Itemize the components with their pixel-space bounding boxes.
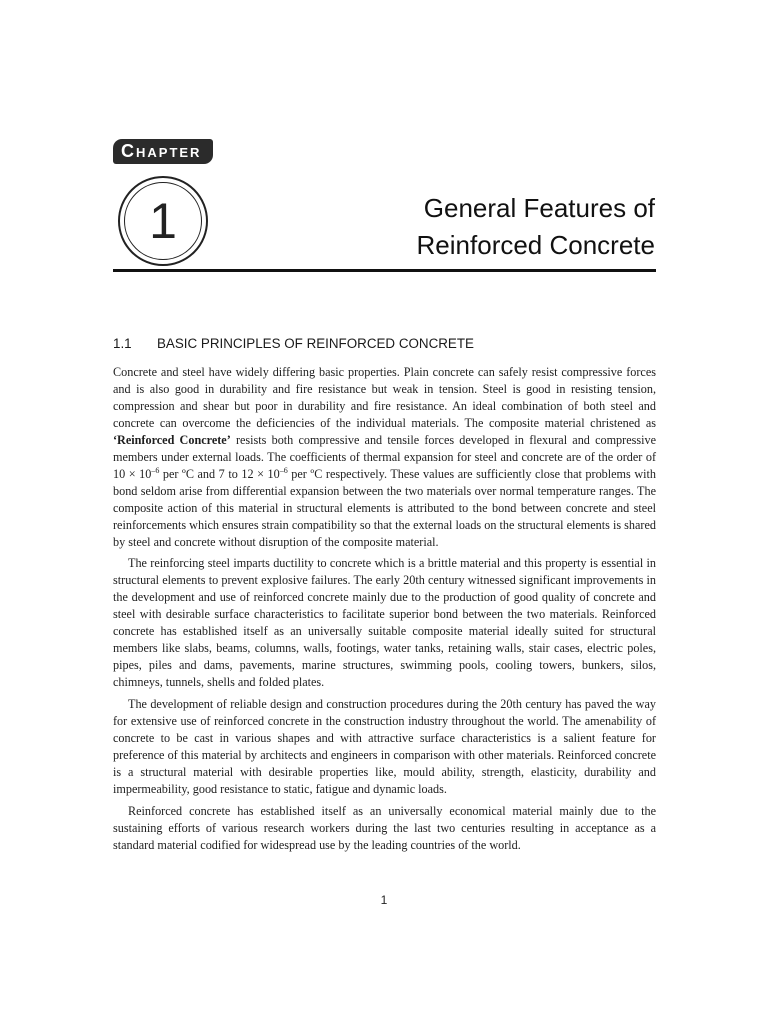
chapter-title-line1: General Features of [423, 193, 655, 223]
section-title: BASIC PRINCIPLES OF REINFORCED CONCRETE [157, 336, 474, 351]
body-text [113, 364, 656, 859]
paragraph-1 [113, 364, 656, 550]
paragraph-3: The development of reliable design and construction procedures during the 20th century has paved the way for extensive use of reinforced concrete in the construction industry throughout the world. The amenability of concrete to be cast in various shapes and with attractive surface characteristics is a salient feature for preference of this material by architects and engineers in comparison with other materials. Reinforced concrete is a structural material with desirable properties like, mould ability, strength, elasticity, durability and impermeability, good resistance to static, fatigue and dynamic loads. [113, 697, 656, 796]
exponent-1: –6 [151, 465, 160, 475]
paragraph-1-text-d: per ºC respectively. These values are sufficiently close that problems with bond seldom arise from differential expansion between the two materials over normal temperature ranges. The composite action of this material in structural elements is attributed to the bond between concrete and steel reinforcements which ensures strain compatibility so that the external loads on the structural elements is shared by steel and concrete without disruption of the composite material. [113, 466, 657, 549]
chapter-label [113, 139, 213, 164]
chapter-number: 1 [124, 182, 202, 260]
page-number: 1 [380, 893, 388, 907]
reinforced-concrete-term: ‘Reinforced Concrete’ [113, 432, 231, 447]
chapter-title [235, 190, 655, 264]
section-heading [113, 336, 474, 351]
chapter-number-badge [118, 176, 208, 266]
chapter-label-rest: HAPTER [136, 145, 202, 160]
paragraph-2: The reinforcing steel imparts ductility to concrete which is a brittle material and this property is essential in structural elements to prevent explosive failures. The early 20th century witnessed significant improvements in the development and use of reinforced concrete mainly due to the production of good quality of concrete and steel with desirable surface characteristics to facilitate superior bond between the two materials. Reinforced concrete has established itself as an universally suitable composite material ideally suited for structural members like slabs, beams, columns, walls, footings, water tanks, retaining walls, stair cases, electric poles, pipes, piles and dams, pavements, marine structures, swimming pools, cooling towers, bunkers, silos, chimneys, tunnels, shells and folded plates. [113, 556, 656, 690]
paragraph-4: Reinforced concrete has established itself as an universally economical material mainly due to the sustaining efforts of various research workers during the last two centuries resulting in acceptance as a standard material codified for widespread use by the leading countries of the world. [113, 803, 656, 852]
chapter-label-initial: C [121, 141, 136, 161]
title-divider [113, 269, 656, 272]
paragraph-1-text-b: resists both compressive and tensile forces developed in flexural and compressive members under external loads. The coefficients of thermal expansion for steel and concrete are of the order of 10 × 10 [113, 432, 656, 481]
paragraph-1-text-a: Concrete and steel have widely differing basic properties. Plain concrete can safely resist compressive forces and is also good in durability and fire resistance but weak in tension. Steel is good in resisting tension, compression and shear but poor in durability and fire resistance. An ideal combination of both steel and concrete can overcome the deficiencies of the individual materials. The composite material christened as [113, 365, 656, 430]
chapter-title-line2: Reinforced Concrete [416, 230, 655, 260]
section-number: 1.1 [113, 336, 132, 351]
exponent-2: –6 [279, 465, 288, 475]
paragraph-1-text-c: per ºC and 7 to 12 × 10 [159, 466, 280, 481]
